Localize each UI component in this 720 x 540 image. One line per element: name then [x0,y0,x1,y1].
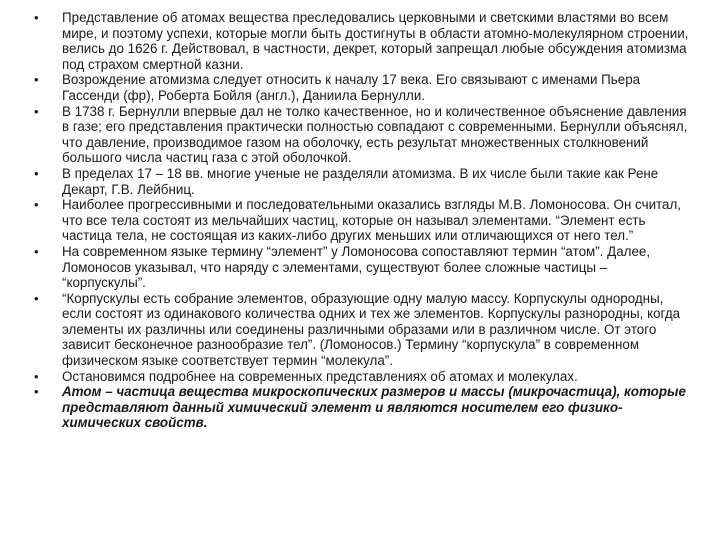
bullet-icon: • [34,72,39,88]
atom-definition-text: Атом – частица вещества микроскопических размеров и массы (микрочастица), которые представляют данный химический элемент и являются носителем его физико-химических свойств. [62,384,686,431]
list-item [36,197,692,244]
bullet-icon: • [34,384,39,400]
list-item [36,72,692,103]
list-item [36,369,692,385]
bullet-list [36,10,692,431]
list-item-text: Возрождение атомизма следует относить к началу 17 века. Его связывают с именами Пьера Гассенди (фр), Роберта Бойля (англ.), Даниила Бернулли. [62,72,641,103]
bullet-icon: • [34,10,39,25]
list-item-text: Наиболее прогрессивными и последовательными оказались взгляды М.В. Ломоносова. Он считал, что все тела состоят из мельчайших частиц, которые он называл элементами. “Элемент есть частица тела, не состоящая из каких-либо других меньших или отличающихся от него тел.” [62,197,682,244]
list-item-text: Представление об атомах вещества преследовались церковными и светскими властями во всем мире, и поэтому успехи, которые могли быть достигнуты в области атомно-молекулярном строении, велись до 1626 г. Действовал, в частности, декрет, который запрещал любые обсуждения атомизма под страхом смертной казни. [62,10,689,72]
list-item-definition [36,384,692,431]
bullet-icon: • [34,290,39,306]
list-item [36,166,692,197]
bullet-icon: • [34,165,39,181]
list-item [36,291,692,369]
bullet-icon: • [34,103,39,119]
bullet-icon: • [34,368,39,384]
list-item-text: “Корпускулы есть собрание элементов, образующие одну малую массу. Корпускулы однородны, если состоят из одинакового количества одних и тех же элементов. Корпускулы разнородны, когда элементы их различны или соединены различными образами или в различном числе. От этого зависит бесконечное разнообразие тел”. (Ломоносов.) Термину “корпускула” в современном физическом языке соответствует термин “молекула”. [62,290,681,369]
list-item-text: На современном языке термину “элемент” у Ломоносова сопоставляют термин “атом”. Далее, Ломоносов указывал, что наряду с элементами, существуют более сложные частицы – “корпускулы”. [62,243,651,291]
list-item-text: В пределах 17 – 18 вв. многие ученые не разделяли атомизма. В их числе были такие как Рене Декарт, Г.В. Лейбниц. [62,165,659,197]
list-item [36,10,692,72]
list-item-text: В 1738 г. Бернулли впервые дал не толко качественное, но и количественное объяснение давления в газе; его представления практически полностью совпадают с современными. Бернулли объяснял, что давление, производимое газом на оболочку, есть результат множественных столкновений большого числа частиц газа с этой оболочкой. [62,103,688,166]
bullet-icon: • [34,243,39,259]
list-item [36,104,692,166]
list-item [36,244,692,291]
list-item-text: Остановимся подробнее на современных представлениях об атомах и молекулах. [62,368,578,384]
bullet-icon: • [34,197,39,213]
